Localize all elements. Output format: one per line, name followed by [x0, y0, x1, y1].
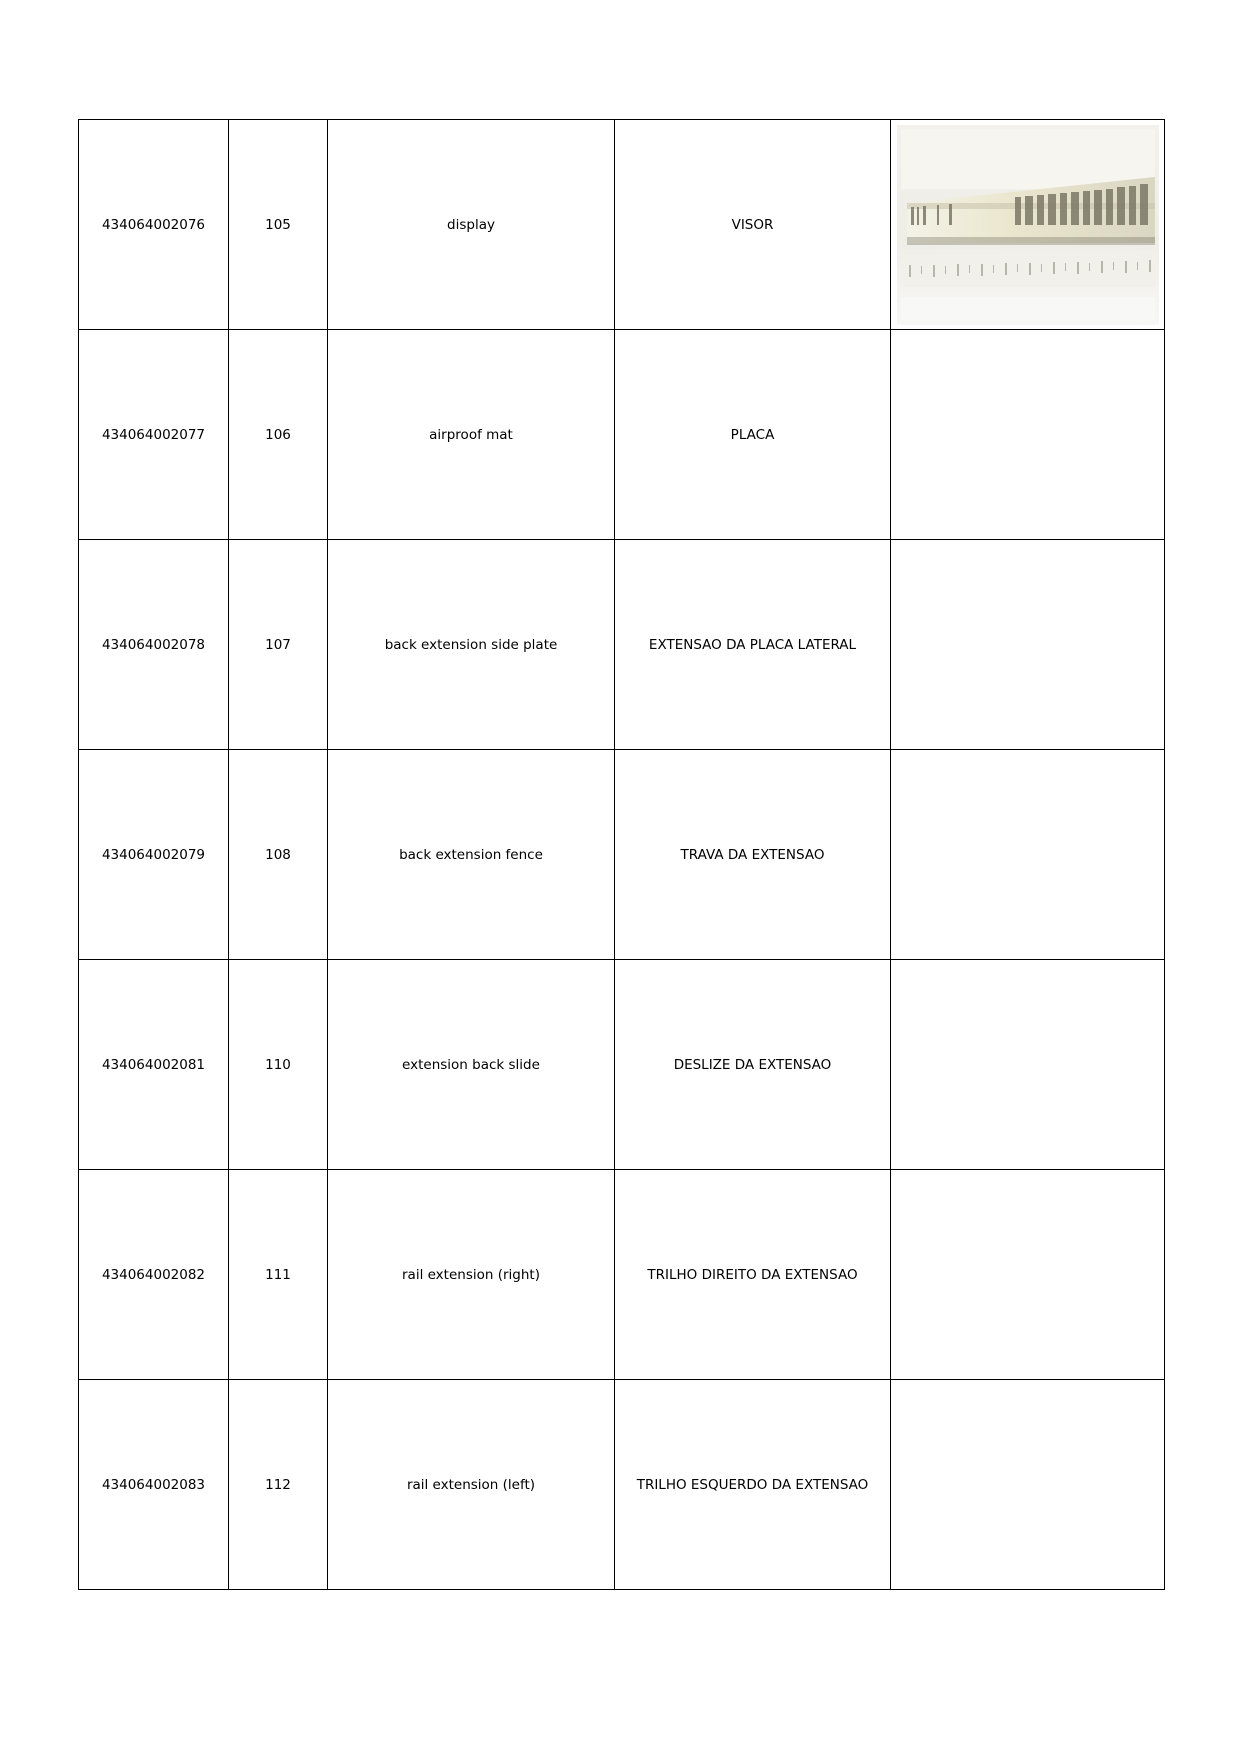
part-code-cell: 434064002082	[79, 1170, 229, 1380]
item-number-cell: 106	[229, 330, 328, 540]
table-row	[79, 960, 1165, 1170]
item-number-cell: 107	[229, 540, 328, 750]
portuguese-name-cell: VISOR	[615, 120, 891, 330]
parts-table	[78, 119, 1165, 1590]
english-name-cell: airproof mat	[328, 330, 615, 540]
part-code-cell: 434064002078	[79, 540, 229, 750]
table-row	[79, 120, 1165, 330]
item-number-cell: 112	[229, 1380, 328, 1590]
photo-cell	[891, 330, 1165, 540]
item-number-cell: 108	[229, 750, 328, 960]
english-name-cell: extension back slide	[328, 960, 615, 1170]
english-name-cell: back extension side plate	[328, 540, 615, 750]
table-row	[79, 1170, 1165, 1380]
portuguese-name-cell: DESLIZE DA EXTENSAO	[615, 960, 891, 1170]
english-name-cell: back extension fence	[328, 750, 615, 960]
part-code-cell: 434064002081	[79, 960, 229, 1170]
photo-cell	[891, 1380, 1165, 1590]
portuguese-name-cell: TRILHO ESQUERDO DA EXTENSAO	[615, 1380, 891, 1590]
english-name-cell: display	[328, 120, 615, 330]
table-row	[79, 1380, 1165, 1590]
portuguese-name-cell: PLACA	[615, 330, 891, 540]
english-name-cell: rail extension (right)	[328, 1170, 615, 1380]
part-code-cell: 434064002083	[79, 1380, 229, 1590]
item-number-cell: 105	[229, 120, 328, 330]
portuguese-name-cell: TRAVA DA EXTENSAO	[615, 750, 891, 960]
table-row	[79, 330, 1165, 540]
display-part-photo	[897, 125, 1159, 325]
portuguese-name-cell: TRILHO DIREITO DA EXTENSAO	[615, 1170, 891, 1380]
item-number-cell: 111	[229, 1170, 328, 1380]
photo-cell	[891, 1170, 1165, 1380]
photo-cell	[891, 750, 1165, 960]
table-row	[79, 750, 1165, 960]
portuguese-name-cell: EXTENSAO DA PLACA LATERAL	[615, 540, 891, 750]
photo-cell	[891, 540, 1165, 750]
table-row	[79, 540, 1165, 750]
photo-cell	[891, 960, 1165, 1170]
photo-cell	[891, 120, 1165, 330]
english-name-cell: rail extension (left)	[328, 1380, 615, 1590]
part-code-cell: 434064002077	[79, 330, 229, 540]
part-code-cell: 434064002079	[79, 750, 229, 960]
item-number-cell: 110	[229, 960, 328, 1170]
part-code-cell: 434064002076	[79, 120, 229, 330]
